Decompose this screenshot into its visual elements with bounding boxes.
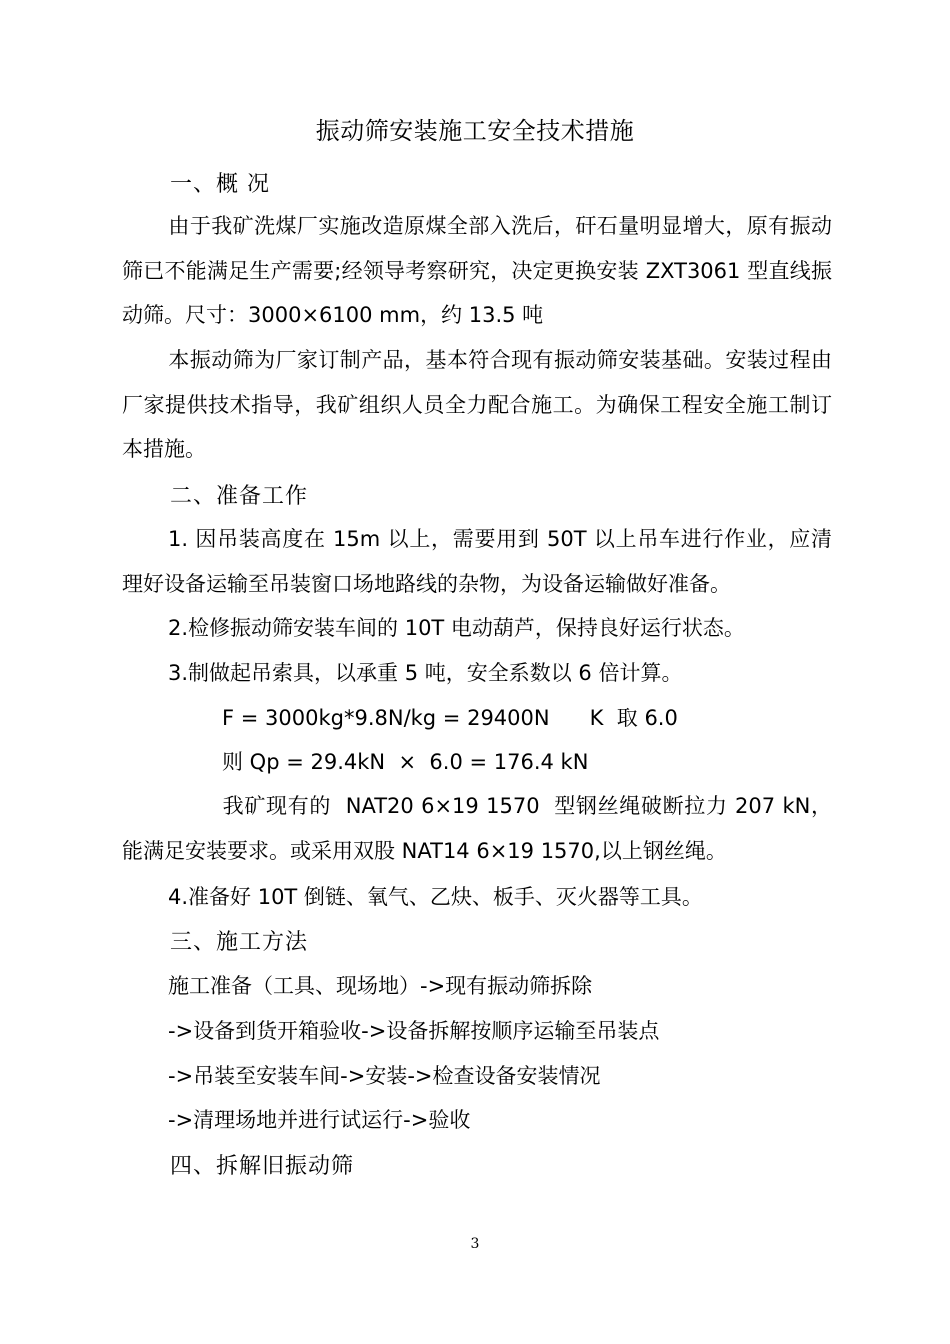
section-heading-dismantle: 四、拆解旧振动筛 <box>170 1154 355 1179</box>
paragraph-prep-item-3: 3.制做起吊索具，以承重 5 吨，安全系数以 6 倍计算。 <box>168 661 683 685</box>
paragraph-text: 1. 因吊装高度在 15m 以上，需要用到 50T 以上吊车进行作业，应清理好设备运输至吊装窗口场地路线的杂物，为设备运输做好准备。 <box>122 527 832 596</box>
paragraph-text: 由于我矿洗煤厂实施改造原煤全部入洗后，矸石量明显增大，原有振动筛已不能满足生产需要;经领导考察研究，决定更换安装 ZXT3061 型直线振动筛。尺寸：3000×6100 mm，约 13.5 吨 <box>122 214 832 327</box>
section-heading-overview: 一、概 况 <box>170 172 270 197</box>
paragraph-prep-item-1 <box>122 517 832 606</box>
method-step-4: ->清理场地并进行试运行->验收 <box>168 1108 471 1132</box>
document-title: 振动筛安装施工安全技术措施 <box>315 117 635 145</box>
paragraph-text: 我矿现有的 NAT20 6×19 1570 型钢丝绳破断拉力 207 kN，能满足安装要求。或采用双股 NAT14 6×19 1570,以上钢丝绳。 <box>122 794 832 863</box>
page-number: 3 <box>470 1236 480 1252</box>
paragraph-overview-1 <box>122 204 832 338</box>
paragraph-text: 本振动筛为厂家订制产品，基本符合现有振动筛安装基础。安装过程由厂家提供技术指导，我矿组织人员全力配合施工。为确保工程安全施工制订本措施。 <box>122 348 832 461</box>
paragraph-prep-item-4: 4.准备好 10T 倒链、氧气、乙炔、板手、灭火器等工具。 <box>168 885 703 909</box>
method-step-3: ->吊装至安装车间->安装->检查设备安装情况 <box>168 1064 601 1088</box>
paragraph-overview-2 <box>122 338 832 472</box>
paragraph-prep-item-2: 2.检修振动筛安装车间的 10T 电动葫芦，保持良好运行状态。 <box>168 616 745 640</box>
formula-qp: 则 Qp = 29.4kN × 6.0 = 176.4 kN <box>222 750 589 774</box>
method-step-1: 施工准备（工具、现场地）->现有振动筛拆除 <box>168 974 593 998</box>
paragraph-prep-item-3-rope <box>122 784 832 873</box>
method-step-2: ->设备到货开箱验收->设备拆解按顺序运输至吊装点 <box>168 1019 660 1043</box>
section-heading-preparation: 二、准备工作 <box>170 484 309 509</box>
formula-force: F = 3000kg*9.8N/kg = 29400N K 取 6.0 <box>222 706 678 730</box>
section-heading-method: 三、施工方法 <box>170 930 309 955</box>
